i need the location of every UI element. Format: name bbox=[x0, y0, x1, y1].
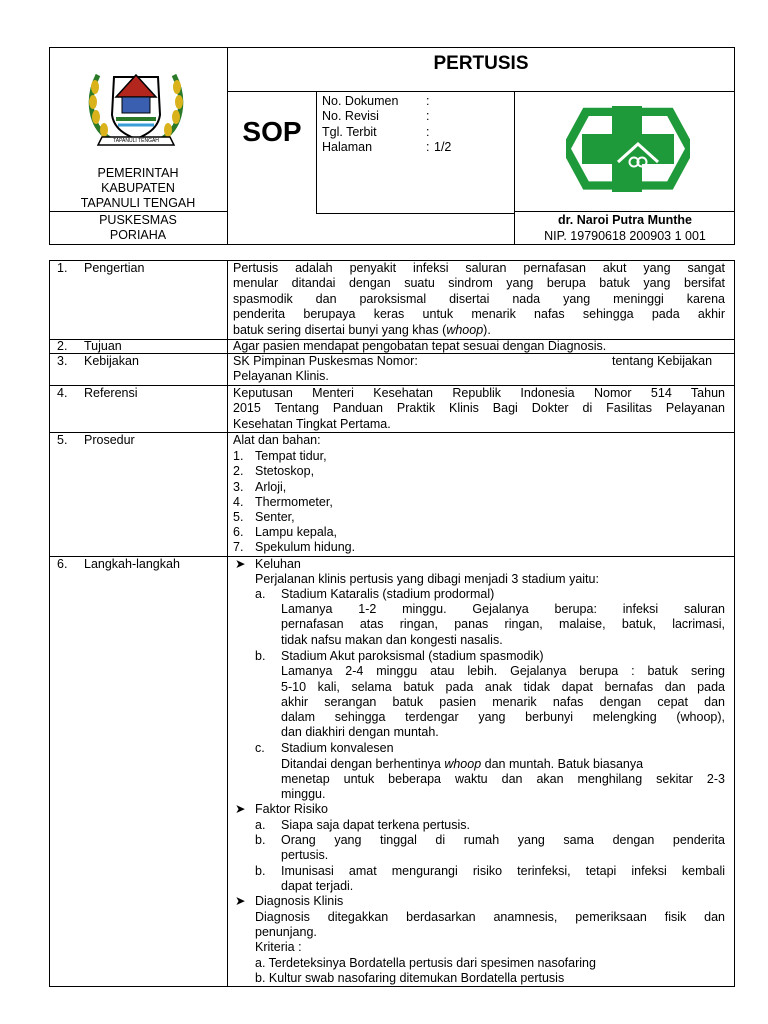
stage-desc-line: minggu. bbox=[281, 787, 326, 801]
tool-number: 6. bbox=[233, 525, 244, 539]
org-name-line-3: TAPANULI TENGAH bbox=[80, 196, 196, 210]
risk-text: dapat terjadi. bbox=[281, 879, 354, 893]
arrow-bullet-icon: ➤ bbox=[235, 802, 246, 816]
whoop-term: whoop bbox=[446, 323, 484, 337]
signer-name: dr. Naroi Putra Munthe bbox=[557, 213, 693, 227]
header-vline-meta bbox=[316, 91, 317, 214]
diagnosis-line: Diagnosis ditegakkan berdasarkan anamnesis, pemeriksaan fisik dan bbox=[255, 910, 725, 924]
meta-label-revision: No. Revisi bbox=[322, 109, 379, 123]
heading-keluhan: Keluhan bbox=[255, 557, 301, 571]
prosedur-intro: Alat dan bahan: bbox=[233, 433, 321, 447]
referensi-line: Kesehatan Tingkat Pertama. bbox=[233, 417, 391, 431]
risk-letter: b. bbox=[255, 833, 266, 847]
meta-label-document-no: No. Dokumen bbox=[322, 94, 399, 108]
pengertian-line: menular ditandai dengan suatu sindrom yang berupa batuk yang bersifat bbox=[233, 276, 725, 290]
risk-letter: b. bbox=[255, 864, 266, 878]
stage-desc-line: Lamanya 1-2 minggu. Gejalanya berupa: infeksi saluran bbox=[281, 602, 725, 616]
referensi-line: Keputusan Menteri Kesehatan Republik Indonesia Nomor 514 Tahun bbox=[233, 386, 725, 400]
tool-number: 5. bbox=[233, 510, 244, 524]
header-hline-meta bbox=[316, 213, 515, 214]
stage-desc-line: dan diakhiri dengan muntah. bbox=[281, 725, 439, 739]
pengertian-text: batuk sering disertai bunyi yang khas ( bbox=[233, 323, 447, 337]
tool-number: 3. bbox=[233, 480, 244, 494]
stage-letter: c. bbox=[255, 741, 265, 755]
meta-colon: : bbox=[426, 125, 430, 139]
stage-desc-text: Ditandai dengan berhentinya bbox=[281, 757, 445, 771]
tool-item: Spekulum hidung. bbox=[255, 540, 356, 554]
row-label-referensi: Referensi bbox=[84, 386, 138, 400]
tool-item: Lampu kepala, bbox=[255, 525, 338, 539]
meta-label-page: Halaman bbox=[322, 140, 373, 154]
pengertian-text: ). bbox=[483, 323, 491, 337]
row-number: 2. bbox=[57, 339, 68, 353]
kebijakan-text: Pelayanan Klinis. bbox=[233, 369, 329, 383]
tool-number: 1. bbox=[233, 449, 244, 463]
referensi-line: 2015 Tentang Panduan Praktik Klinis Bagi Dokter di Fasilitas Pelayanan bbox=[233, 401, 725, 415]
sop-label: SOP bbox=[242, 116, 302, 147]
kriteria-heading: Kriteria : bbox=[255, 940, 302, 954]
stage-desc-line: 5-10 kali, selama batuk pada anak tidak dapat bernafas dan pada bbox=[281, 680, 725, 694]
meta-label-issue-date: Tgl. Terbit bbox=[322, 125, 377, 139]
tool-item: Thermometer, bbox=[255, 495, 333, 509]
org-name-line-1: PEMERINTAH bbox=[97, 166, 179, 180]
tool-item: Tempat tidur, bbox=[255, 449, 327, 463]
diagnosis-line: penunjang. bbox=[255, 925, 317, 939]
row-label-kebijakan: Kebijakan bbox=[84, 354, 139, 368]
stage-title: Stadium Kataralis (stadium prodormal) bbox=[281, 587, 495, 601]
header-hline-bottom-left bbox=[49, 211, 227, 212]
document-title: PERTUSIS bbox=[433, 53, 529, 74]
whoop-term: whoop bbox=[444, 757, 482, 771]
pengertian-last-line bbox=[233, 323, 491, 338]
arrow-bullet-icon: ➤ bbox=[235, 894, 246, 908]
row-number: 6. bbox=[57, 557, 68, 571]
header-hline-title bbox=[227, 91, 735, 92]
row-label-langkah: Langkah-langkah bbox=[84, 557, 180, 571]
row-label-tujuan: Tujuan bbox=[84, 339, 122, 353]
arrow-bullet-icon: ➤ bbox=[235, 557, 246, 571]
meta-value-page: 1/2 bbox=[434, 140, 452, 154]
keluhan-intro: Perjalanan klinis pertusis yang dibagi menjadi 3 stadium yaitu: bbox=[255, 572, 599, 586]
puskesmas-cross-logo bbox=[566, 96, 690, 204]
header-hline-bottom-right bbox=[514, 211, 735, 212]
risk-text: pertusis. bbox=[281, 848, 329, 862]
pengertian-line: Pertusis adalah penyakit infeksi saluran pernafasan akut yang sangat bbox=[233, 261, 725, 275]
stage-desc-line: menetap untuk beberapa waktu dan akan menghilang sekitar 2-3 bbox=[281, 772, 725, 786]
tool-item: Senter, bbox=[255, 510, 295, 524]
stage-desc-line bbox=[281, 757, 643, 772]
header-vline-left bbox=[227, 47, 228, 245]
tool-number: 2. bbox=[233, 464, 244, 478]
tujuan-text: Agar pasien mendapat pengobatan tepat sesuai dengan Diagnosis. bbox=[233, 339, 607, 353]
risk-text: Siapa saja dapat terkena pertusis. bbox=[281, 818, 471, 832]
stage-desc-line: pernafasan atas ringan, panas ringan, malaise, batuk, lacrimasi, bbox=[281, 617, 725, 631]
content-table-vline bbox=[227, 260, 228, 987]
stage-desc-line: Lamanya 2-4 minggu atau lebih. Gejalanya berupa : batuk sering bbox=[281, 664, 725, 678]
stage-desc-line: akhir serangan batuk pasien menarik nafas dengan cepat dan bbox=[281, 695, 725, 709]
tool-number: 7. bbox=[233, 540, 244, 554]
stage-desc-text: dan muntah. Batuk biasanya bbox=[481, 757, 644, 771]
stage-desc-line: dalam sehingga terdengar yang berbunyi melengking (whoop), bbox=[281, 710, 725, 724]
stage-title: Stadium konvalesen bbox=[281, 741, 394, 755]
row-number: 5. bbox=[57, 433, 68, 447]
kebijakan-text: SK Pimpinan Puskesmas Nomor: bbox=[233, 354, 418, 368]
emblem-ribbon-text: TAPANULI TENGAH bbox=[113, 138, 159, 144]
pengertian-line: spasmodik dan paroksismal disertai nada yang meninggi karena bbox=[233, 292, 725, 306]
meta-colon: : bbox=[426, 94, 430, 108]
stage-desc-line: tidak nafsu makan dan kongesti nasalis. bbox=[281, 633, 503, 647]
stage-letter: b. bbox=[255, 649, 266, 663]
tool-number: 4. bbox=[233, 495, 244, 509]
tool-item: Stetoskop, bbox=[255, 464, 315, 478]
kriteria-item: b. Kultur swab nasofaring ditemukan Bordatella pertusis bbox=[255, 971, 565, 985]
tool-item: Arloji, bbox=[255, 480, 287, 494]
row-label-prosedur: Prosedur bbox=[84, 433, 135, 447]
row-number: 4. bbox=[57, 386, 68, 400]
puskesmas-line-2: PORIAHA bbox=[109, 228, 167, 242]
row-label-pengertian: Pengertian bbox=[84, 261, 145, 275]
heading-faktor-risiko: Faktor Risiko bbox=[255, 802, 328, 816]
puskesmas-line-1: PUSKESMAS bbox=[99, 213, 177, 227]
risk-text: Orang yang tinggal di rumah yang sama dengan penderita bbox=[281, 833, 725, 847]
risk-letter: a. bbox=[255, 818, 266, 832]
stage-letter: a. bbox=[255, 587, 266, 601]
signer-nip: NIP. 19790618 200903 1 001 bbox=[544, 229, 706, 243]
row-number: 1. bbox=[57, 261, 68, 275]
stage-title: Stadium Akut paroksismal (stadium spasmodik) bbox=[281, 649, 544, 663]
kriteria-item: a. Terdeteksinya Bordatella pertusis dari spesimen nasofaring bbox=[255, 956, 596, 970]
meta-colon: : bbox=[426, 140, 430, 154]
heading-diagnosis-klinis: Diagnosis Klinis bbox=[255, 894, 344, 908]
row-divider bbox=[49, 432, 735, 433]
kebijakan-text: tentang Kebijakan bbox=[612, 354, 713, 368]
meta-colon: : bbox=[426, 109, 430, 123]
org-name-line-2: KABUPATEN bbox=[101, 181, 175, 195]
risk-text: Imunisasi amat mengurangi risiko terinfeksi, tetapi infeksi kembali bbox=[281, 864, 725, 878]
pengertian-line: penderita berupaya keras untuk menarik nafas sehingga pada akhir bbox=[233, 307, 725, 321]
row-number: 3. bbox=[57, 354, 68, 368]
